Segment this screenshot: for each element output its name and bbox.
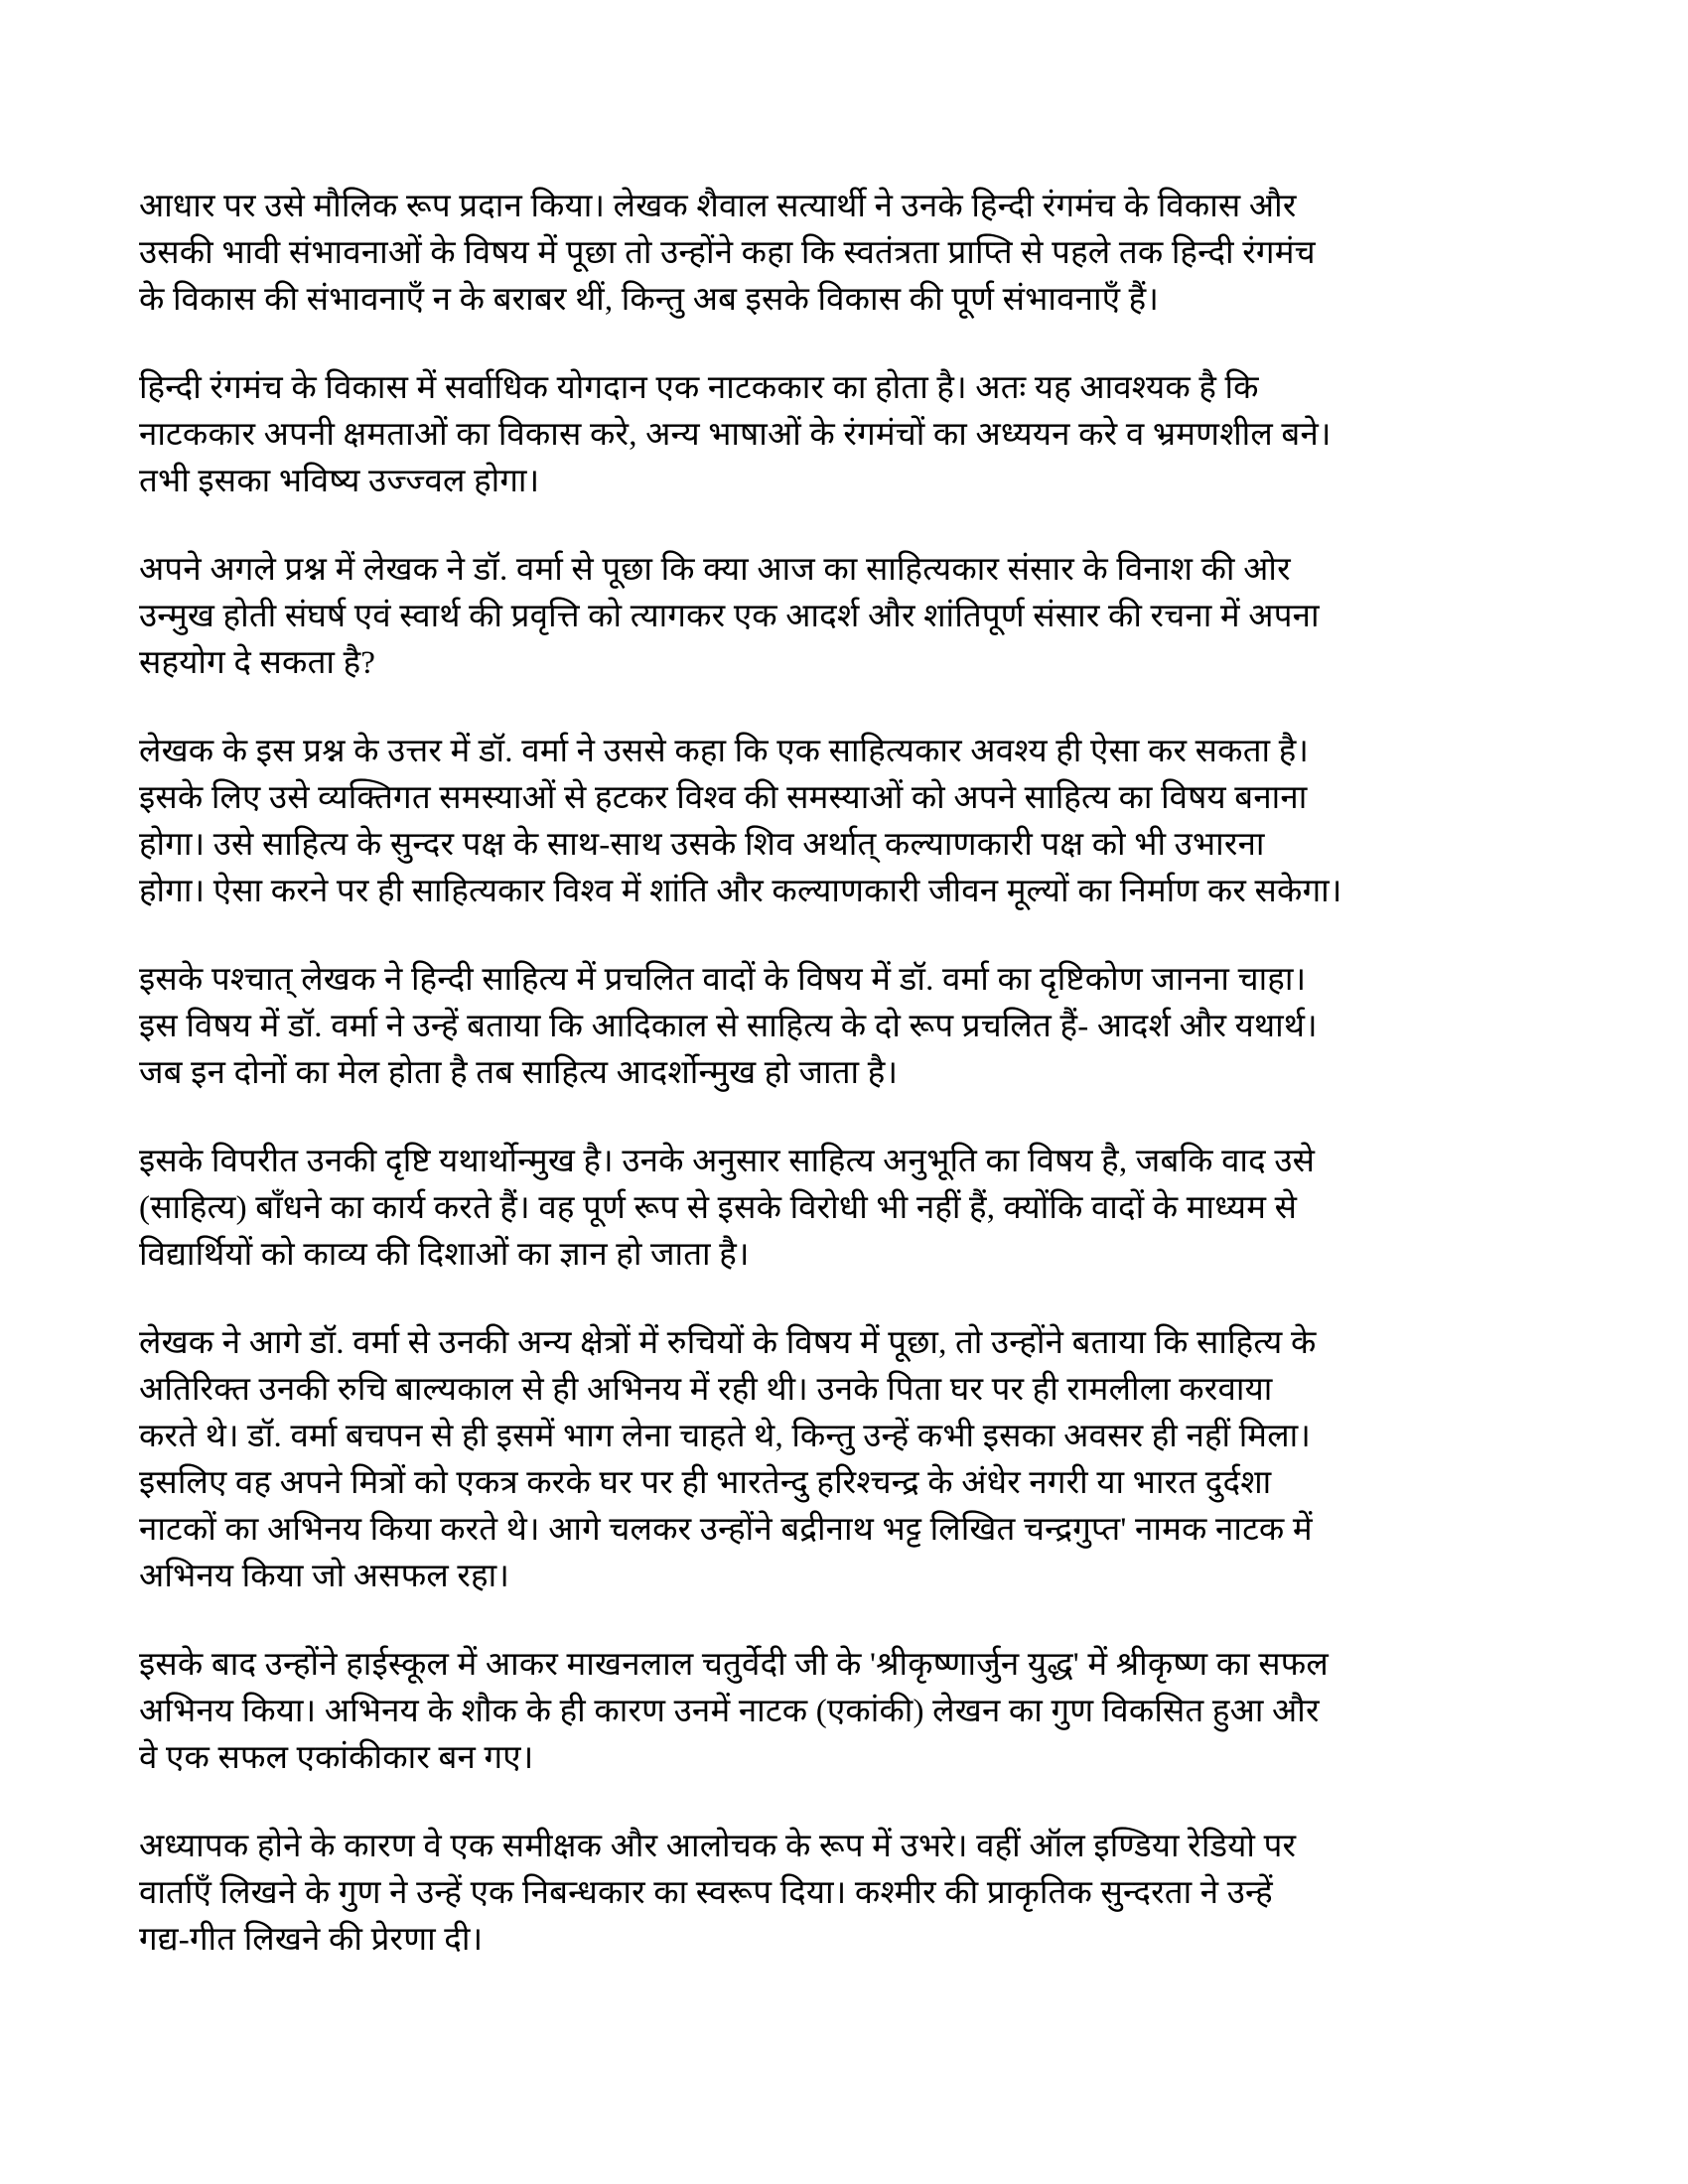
paragraph	[139, 1139, 1554, 1279]
text-line: अध्यापक होने के कारण वे एक समीक्षक और आलोचक के रूप में उभरे। वहीं ऑल इण्डिया रेडियो पर	[139, 1829, 1297, 1864]
paragraph	[139, 729, 1554, 915]
text-line: उसकी भावी संभावनाओं के विषय में पूछा तो उन्होंने कहा कि स्वतंत्रता प्राप्ति से पहले तक हिन्दी रंगमंच	[139, 235, 1316, 271]
paragraph	[139, 184, 1554, 324]
text-line: आधार पर उसे मौलिक रूप प्रदान किया। लेखक शैवाल सत्यार्थी ने उनके हिन्दी रंगमंच के विकास और	[139, 189, 1297, 224]
text-line: इसके विपरीत उनकी दृष्टि यथार्थोन्मुख है। उनके अनुसार साहित्य अनुभूति का विषय है, जबकि वाद उसे	[139, 1144, 1316, 1179]
paragraph	[139, 365, 1554, 505]
text-line: अपने अगले प्रश्न में लेखक ने डॉ. वर्मा से पूछा कि क्या आज का साहित्यकार संसार के विनाश की ओर	[139, 552, 1291, 588]
paragraph	[139, 1320, 1554, 1600]
text-line: के विकास की संभावनाएँ न के बराबर थीं, किन्तु अब इसके विकास की पूर्ण संभावनाएँ हैं।	[139, 282, 1160, 318]
text-line: हिन्दी रंगमंच के विकास में सर्वाधिक योगदान एक नाटककार का होता है। अतः यह आवश्यक है कि	[139, 370, 1259, 406]
text-line: इसके लिए उसे व्यक्तिगत समस्याओं से हटकर विश्व की समस्याओं को अपने साहित्य का विषय बनाना	[139, 780, 1308, 816]
text-line: होगा। ऐसा करने पर ही साहित्यकार विश्व में शांति और कल्याणकारी जीवन मूल्यों का निर्माण कर सकेगा।	[139, 874, 1342, 909]
paragraph	[139, 1824, 1554, 1964]
text-line: अतिरिक्त उनकी रुचि बाल्यकाल से ही अभिनय में रही थी। उनके पिता घर पर ही रामलीला करवाया	[139, 1372, 1273, 1408]
text-line: होगा। उसे साहित्य के सुन्दर पक्ष के साथ-साथ उसके शिव अर्थात् कल्याणकारी पक्ष को भी उभारना	[139, 827, 1265, 863]
text-line: उन्मुख होती संघर्ष एवं स्वार्थ की प्रवृत्ति को त्यागकर एक आदर्श और शांतिपूर्ण संसार की रचना में अपना	[139, 599, 1320, 634]
text-content	[139, 184, 1554, 1964]
text-line: इसके बाद उन्होंने हाईस्कूल में आकर माखनलाल चतुर्वेदी जी के 'श्रीकृष्णार्जुन युद्ध' में श्रीकृष्ण का सफल	[139, 1647, 1330, 1683]
text-line: इसके पश्चात् लेखक ने हिन्दी साहित्य में प्रचलित वादों के विषय में डॉ. वर्मा का दृष्टिकोण जानना चाहा।	[139, 962, 1307, 998]
text-line: नाटककार अपनी क्षमताओं का विकास करे, अन्य भाषाओं के रंगमंचों का अध्ययन करे व भ्रमणशील बने।	[139, 417, 1332, 453]
text-line: वार्ताएँ लिखने के गुण ने उन्हें एक निबन्धकार का स्वरूप दिया। कश्मीर की प्राकृतिक सुन्दरता ने उन्हें	[139, 1875, 1273, 1911]
text-line: तभी इसका भविष्य उज्ज्वल होगा।	[139, 464, 540, 499]
text-line: वे एक सफल एकांकीकार बन गए।	[139, 1740, 534, 1776]
text-line: सहयोग दे सकता है?	[139, 645, 376, 681]
text-line: जब इन दोनों का मेल होता है तब साहित्य आदर्शोन्मुख हो जाता है।	[139, 1055, 899, 1091]
paragraph	[139, 1642, 1554, 1782]
text-line: इस विषय में डॉ. वर्मा ने उन्हें बताया कि आदिकाल से साहित्य के दो रूप प्रचलित हैं- आदर्श और यथार्थ।	[139, 1009, 1318, 1044]
text-line: करते थे। डॉ. वर्मा बचपन से ही इसमें भाग लेना चाहते थे, किन्तु उन्हें कभी इसका अवसर ही नहीं मिला।	[139, 1419, 1312, 1454]
text-line: अभिनय किया जो असफल रहा।	[139, 1559, 510, 1594]
paragraph	[139, 957, 1554, 1097]
text-line: विद्यार्थियों को काव्य की दिशाओं का ज्ञान हो जाता है।	[139, 1237, 750, 1273]
text-line: अभिनय किया। अभिनय के शौक के ही कारण उनमें नाटक (एकांकी) लेखन का गुण विकसित हुआ और	[139, 1694, 1320, 1729]
text-line: लेखक के इस प्रश्न के उत्तर में डॉ. वर्मा ने उससे कहा कि एक साहित्यकार अवश्य ही ऐसा कर सकता है।	[139, 734, 1310, 769]
text-line: (साहित्य) बाँधने का कार्य करते हैं। वह पूर्ण रूप से इसके विरोधी भी नहीं हैं, क्योंकि वादों के माध्यम से	[139, 1190, 1298, 1226]
text-line: गद्य-गीत लिखने की प्रेरणा दी।	[139, 1922, 484, 1958]
text-line: इसलिए वह अपने मित्रों को एकत्र करके घर पर ही भारतेन्दु हरिश्चन्द्र के अंधेर नगरी या भारत दुर्दशा	[139, 1465, 1272, 1501]
text-line: लेखक ने आगे डॉ. वर्मा से उनकी अन्य क्षेत्रों में रुचियों के विषय में पूछा, तो उन्होंने बताया कि साहित्य के	[139, 1325, 1317, 1361]
document-page	[139, 184, 1554, 2005]
text-line: नाटकों का अभिनय किया करते थे। आगे चलकर उन्होंने बद्रीनाथ भट्ट लिखित चन्द्रगुप्त' नामक नाटक में	[139, 1512, 1313, 1548]
paragraph	[139, 547, 1554, 687]
